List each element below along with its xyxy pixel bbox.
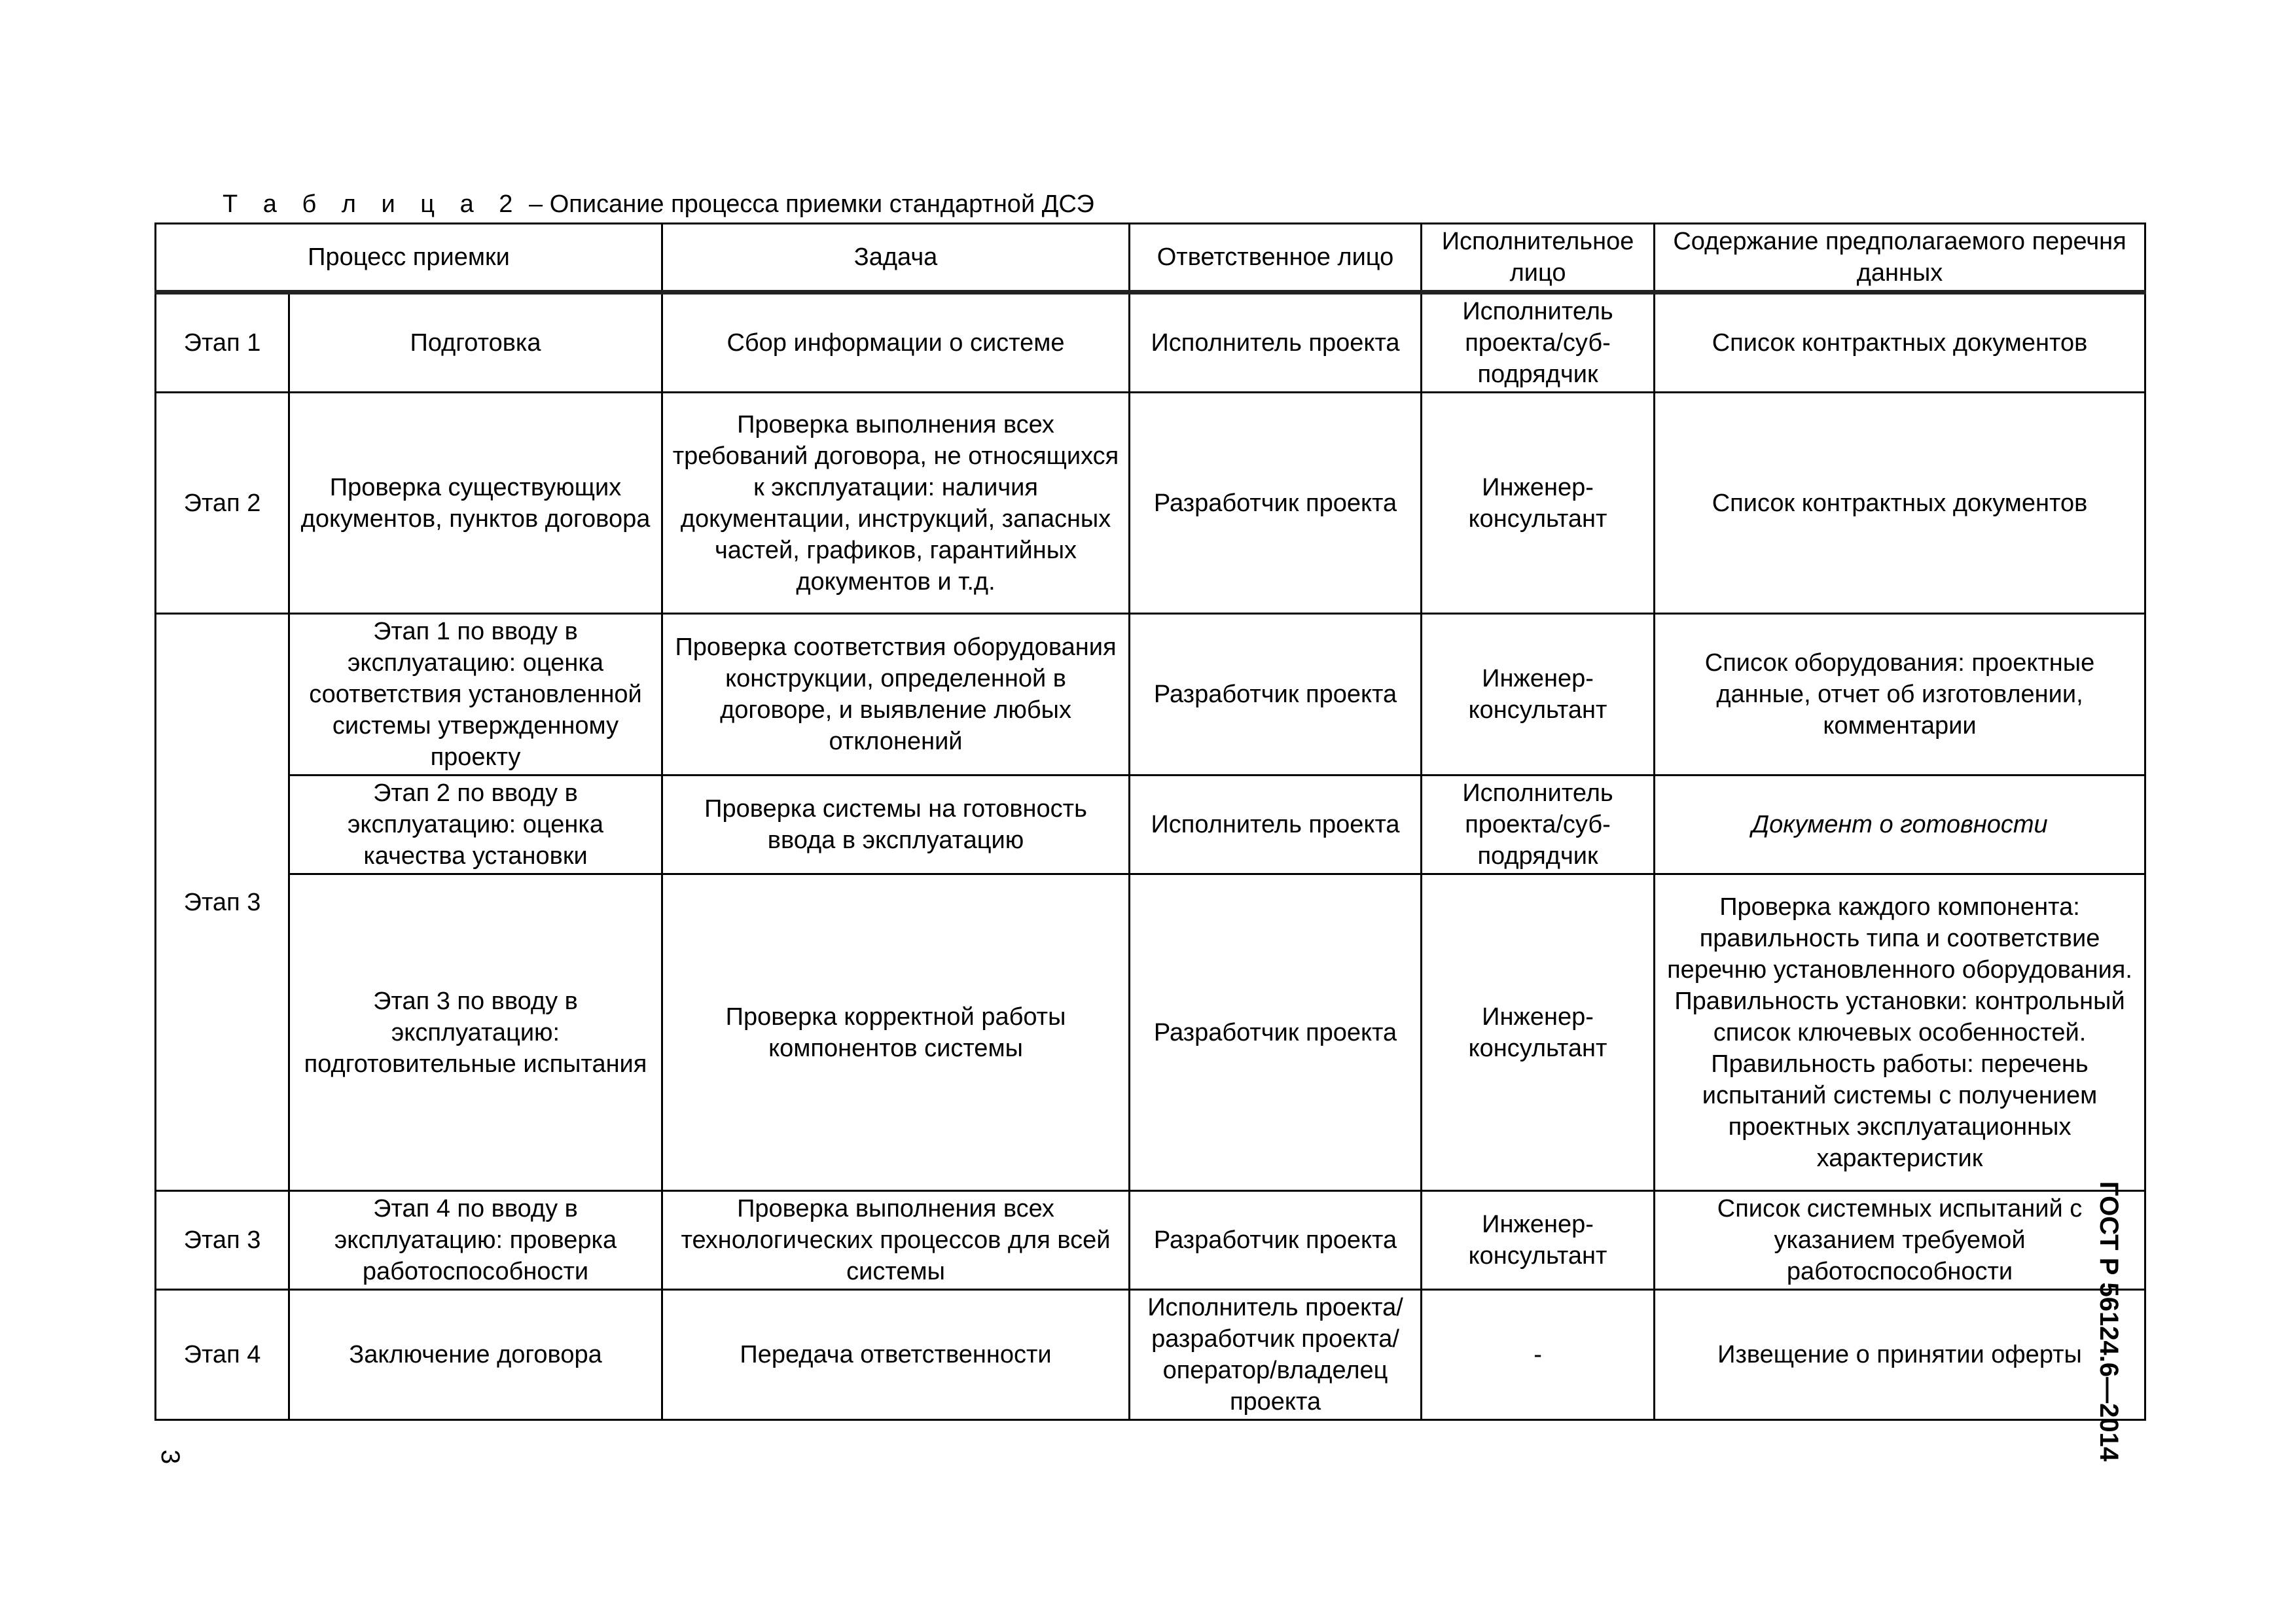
stage-cell: Этап 1 (156, 293, 289, 393)
table-row (156, 1290, 2145, 1420)
responsible-cell: Исполнитель проекта (1130, 776, 1422, 874)
acceptance-process-table (154, 223, 2146, 1421)
content-cell: Список контрактных документов (1655, 293, 2145, 393)
process-cell: Этап 3 по вводу в эксплуатацию: подготовительные испытания (289, 874, 662, 1191)
task-cell: Проверка выполнения всех требований договора, не относящихся к эксплуатации: наличия документации, инструкций, запасных частей, графиков, гарантийных документов и т.д. (662, 393, 1130, 614)
header-responsible: Ответственное лицо (1130, 224, 1422, 293)
table-caption-label: Т а б л и ц а 2 (223, 190, 522, 218)
executor-cell: Инженер-консультант (1422, 1191, 1655, 1290)
responsible-cell: Разработчик проекта (1130, 393, 1422, 614)
task-cell: Проверка системы на готовность ввода в эксплуатацию (662, 776, 1130, 874)
responsible-cell: Разработчик проекта (1130, 614, 1422, 776)
stage-cell: Этап 2 (156, 393, 289, 614)
stage-cell: Этап 3 (156, 614, 289, 1191)
table-caption (223, 190, 1094, 219)
executor-cell: Инженер-консультант (1422, 614, 1655, 776)
task-cell: Проверка соответствия оборудования конструкции, определенной в договоре, и выявление любых отклонений (662, 614, 1130, 776)
page-number: 3 (156, 1450, 185, 1465)
process-cell: Этап 2 по вводу в эксплуатацию: оценка качества установки (289, 776, 662, 874)
table-row (156, 776, 2145, 874)
table-row (156, 1191, 2145, 1290)
table-caption-text: – Описание процесса приемки стандартной ДСЭ (522, 190, 1094, 218)
process-cell: Этап 4 по вводу в эксплуатацию: проверка работоспособности (289, 1191, 662, 1290)
task-cell: Передача ответственности (662, 1290, 1130, 1420)
responsible-cell: Исполнитель проекта (1130, 293, 1422, 393)
header-process: Процесс приемки (156, 224, 662, 293)
content-cell: Документ о готовности (1655, 776, 2145, 874)
task-cell: Проверка выполнения всех технологических процессов для всей системы (662, 1191, 1130, 1290)
table-row (156, 293, 2145, 393)
table-header-row (156, 224, 2145, 293)
content-cell: Список оборудования: проектные данные, отчет об изготовлении, комментарии (1655, 614, 2145, 776)
table-row (156, 393, 2145, 614)
process-cell: Подготовка (289, 293, 662, 393)
executor-cell: Исполнитель проекта/суб-подрядчик (1422, 293, 1655, 393)
executor-cell: Инженер-консультант (1422, 874, 1655, 1191)
stage-cell: Этап 3 (156, 1191, 289, 1290)
process-cell: Проверка существующих документов, пунктов договора (289, 393, 662, 614)
document-standard-number: ГОСТ Р 56124.6—2014 (2094, 1181, 2123, 1462)
header-executor: Исполнительное лицо (1422, 224, 1655, 293)
executor-cell: Инженер-консультант (1422, 393, 1655, 614)
responsible-cell: Разработчик проекта (1130, 874, 1422, 1191)
content-cell: Проверка каждого компонента: правильность типа и соответствие перечню установленного оборудования. Правильность установки: контрольный список ключевых особенностей. Правильность работы: перечень испытаний системы с получением проектных эксплуатационных характеристик (1655, 874, 2145, 1191)
content-cell: Извещение о принятии оферты (1655, 1290, 2145, 1420)
table-row (156, 874, 2145, 1191)
process-cell: Заключение договора (289, 1290, 662, 1420)
process-cell: Этап 1 по вводу в эксплуатацию: оценка соответствия установленной системы утвержденному проекту (289, 614, 662, 776)
responsible-cell: Исполнитель проекта/разработчик проекта/оператор/владелец проекта (1130, 1290, 1422, 1420)
task-cell: Проверка корректной работы компонентов системы (662, 874, 1130, 1191)
task-cell: Сбор информации о системе (662, 293, 1130, 393)
table-row (156, 614, 2145, 776)
header-content: Содержание предполагаемого перечня данных (1655, 224, 2145, 293)
content-cell: Список контрактных документов (1655, 393, 2145, 614)
executor-cell: - (1422, 1290, 1655, 1420)
executor-cell: Исполнитель проекта/суб-подрядчик (1422, 776, 1655, 874)
stage-cell: Этап 4 (156, 1290, 289, 1420)
header-task: Задача (662, 224, 1130, 293)
responsible-cell: Разработчик проекта (1130, 1191, 1422, 1290)
content-cell: Список системных испытаний с указанием требуемой работоспособности (1655, 1191, 2145, 1290)
